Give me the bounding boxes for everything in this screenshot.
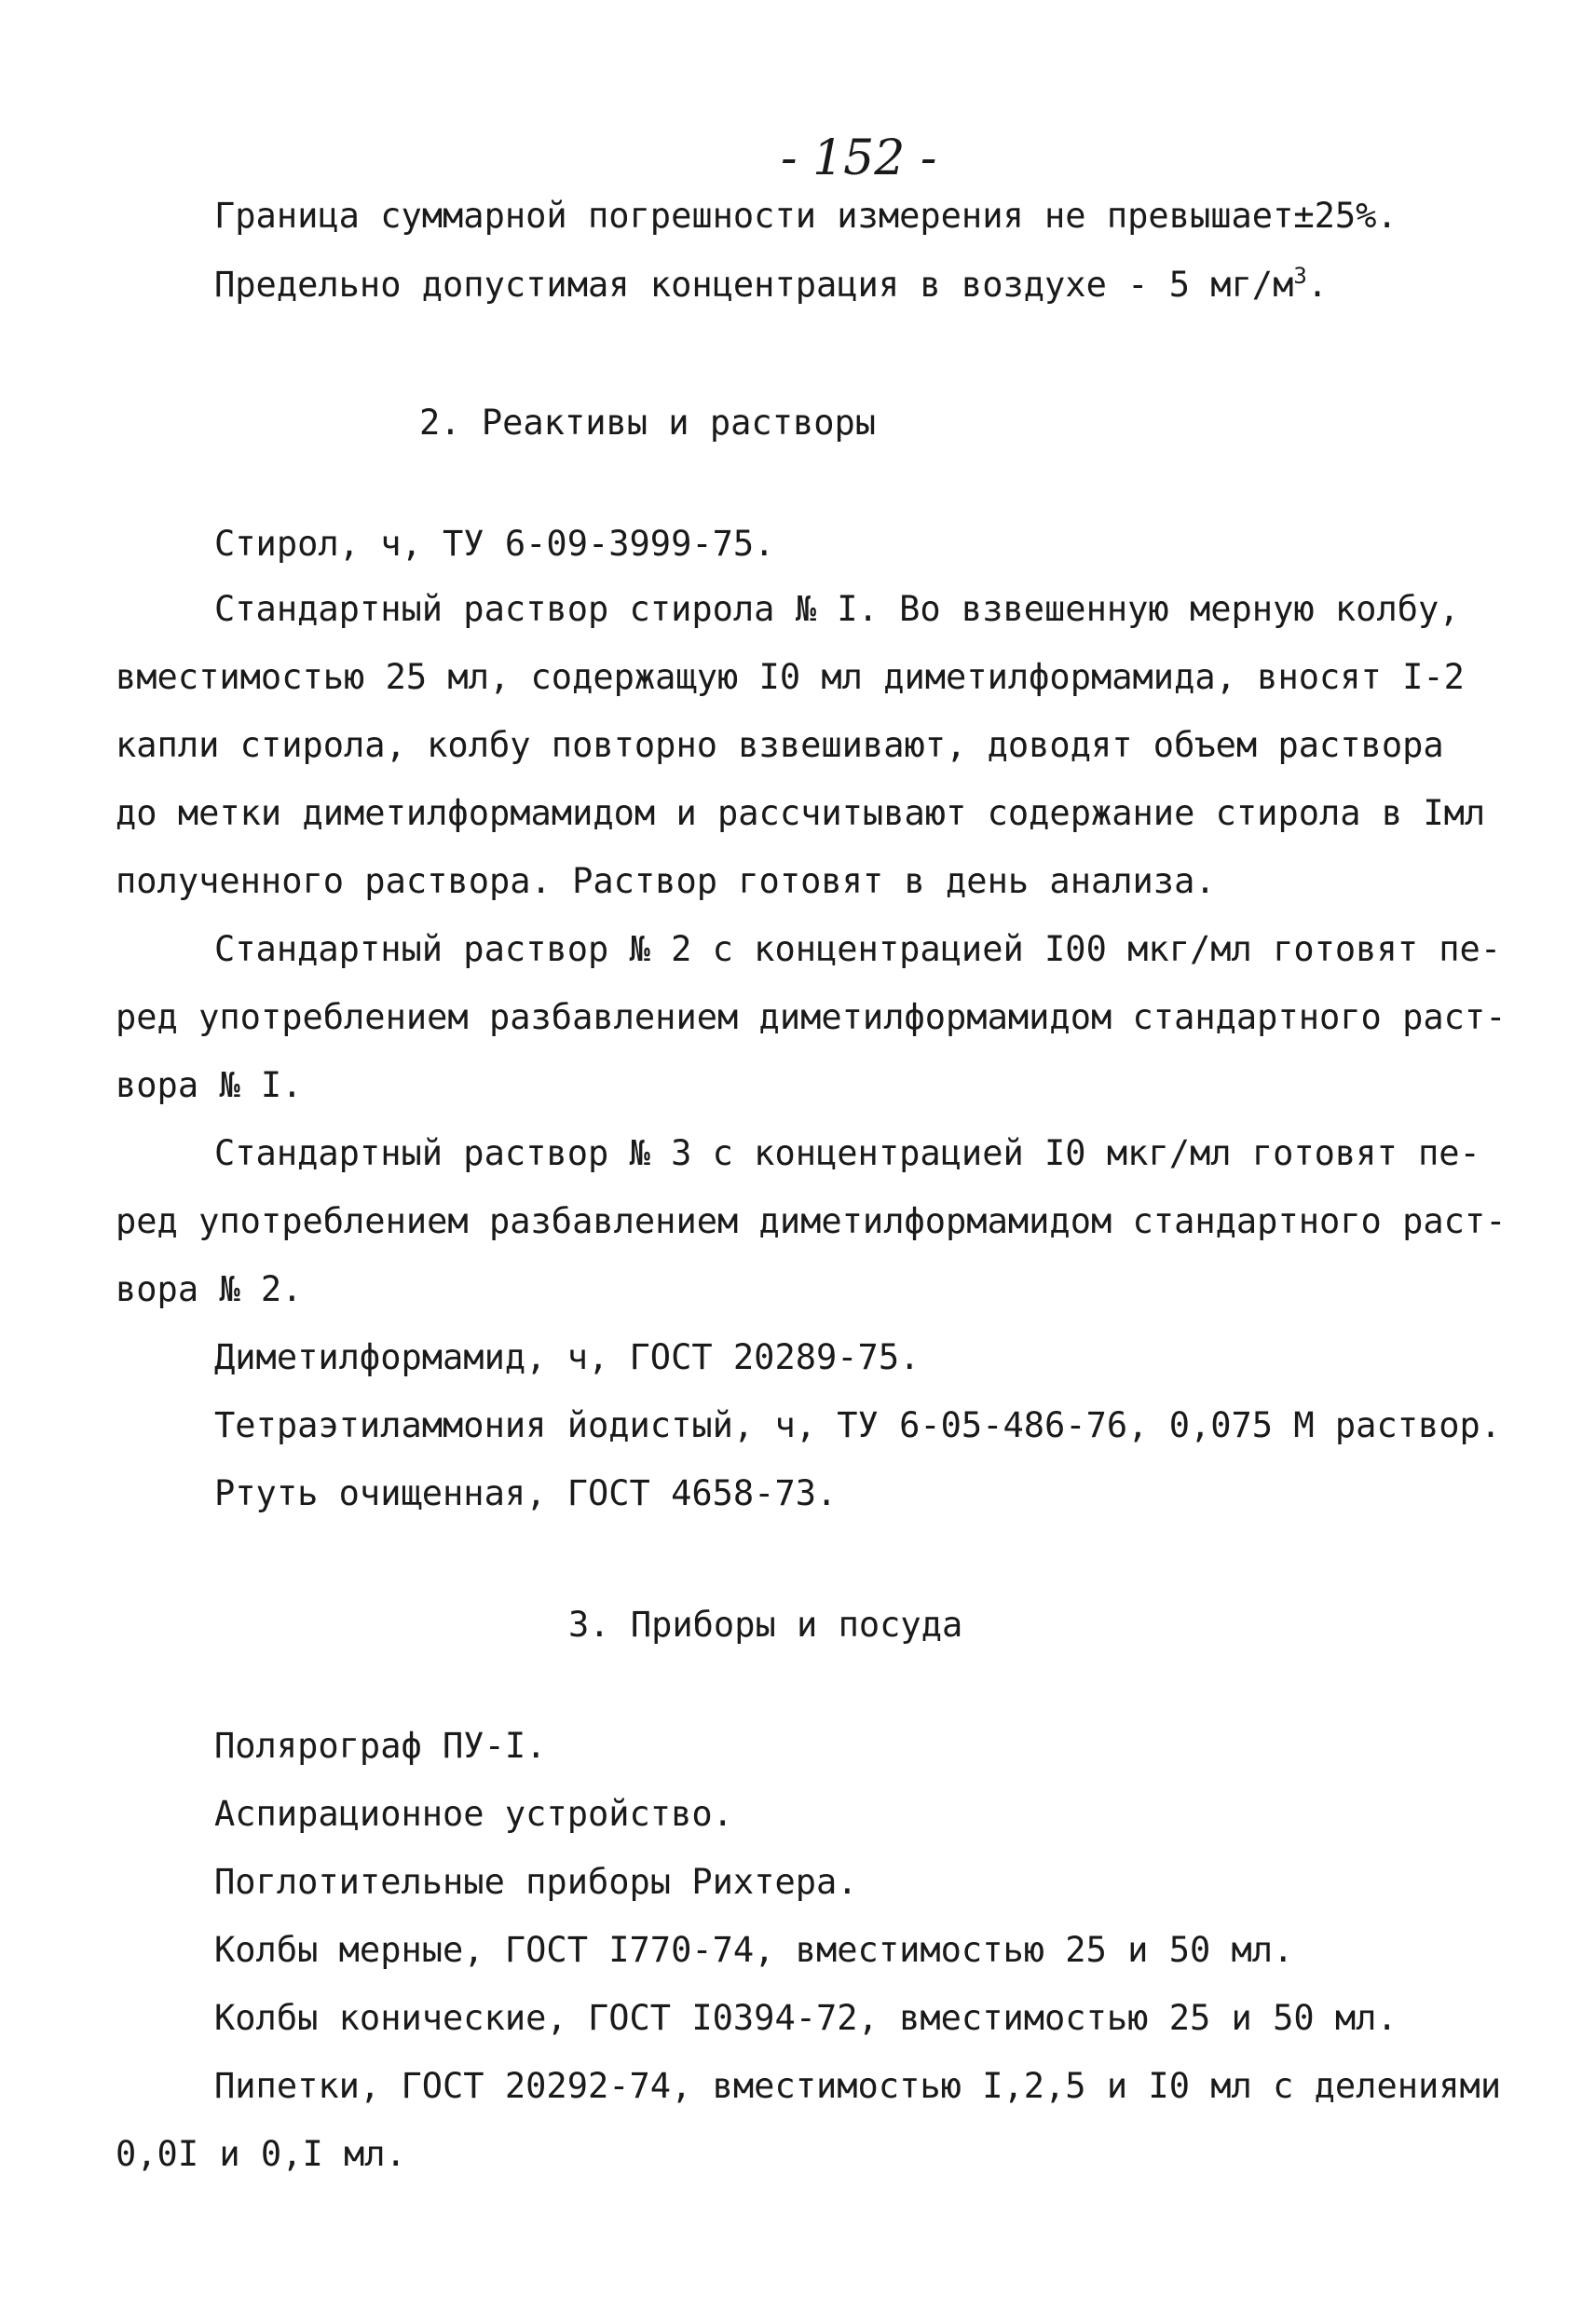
std3-line-1: Стандартный раствор № 3 с концентрацией I0 мкг/мл готовят пе- <box>214 1133 1480 1173</box>
equipment-item: Поглотительные приборы Рихтера. <box>214 1862 858 1902</box>
std1-line-1: Стандартный раствор стирола № I. Во взвешенную мерную колбу, <box>214 589 1460 629</box>
mac-superscript: 3 <box>1293 263 1307 289</box>
std1-line-2: вместимостью 25 мл, содержащую I0 мл диметилформамида, вносят I-2 <box>116 657 1465 697</box>
std3-line-2: ред употреблением разбавлением диметилформамидом стандартного раст- <box>116 1201 1507 1241</box>
pipettes-line-1: Пипетки, ГОСТ 20292-74, вместимостью I,2,5 и I0 мл с делениями <box>214 2066 1502 2106</box>
page-number: - 152 - <box>781 130 937 186</box>
section-3-heading: 3. Приборы и посуда <box>568 1605 963 1645</box>
equipment-item: Колбы мерные, ГОСТ I770-74, вместимостью 25 и 50 мл. <box>214 1930 1294 1970</box>
section-2-heading: 2. Реактивы и растворы <box>419 403 877 443</box>
equipment-item: Полярограф ПУ-I. <box>214 1726 547 1766</box>
dmf-line: Диметилформамид, ч, ГОСТ 20289-75. <box>214 1337 921 1377</box>
std1-line-3: капли стирола, колбу повторно взвешивают, доводят объем раствора <box>116 725 1444 765</box>
error-limit-line: Граница суммарной погрешности измерения не превышает±25%. <box>214 196 1398 236</box>
mac-line <box>214 263 1328 308</box>
mac-text: Предельно допустимая концентрация в воздухе - 5 мг/м <box>214 265 1294 305</box>
pipettes-line-2: 0,0I и 0,I мл. <box>116 2134 406 2174</box>
std1-line-4: до метки диметилформамидом и рассчитывают содержание стирола в Iмл <box>116 793 1486 833</box>
equipment-item: Аспирационное устройство. <box>214 1794 733 1834</box>
std2-line-3: вора № I. <box>116 1065 303 1105</box>
equipment-item: Колбы конические, ГОСТ I0394-72, вместимостью 25 и 50 мл. <box>214 1998 1398 2038</box>
std2-line-1: Стандартный раствор № 2 с концентрацией I00 мкг/мл готовят пе- <box>214 929 1502 969</box>
teai-line: Тетраэтиламмония йодистый, ч, ТУ 6-05-486-76, 0,075 М раствор. <box>214 1405 1502 1445</box>
std1-line-5: полученного раствора. Раствор готовят в день анализа. <box>116 861 1216 901</box>
mac-period: . <box>1306 265 1329 305</box>
mercury-line: Ртуть очищенная, ГОСТ 4658-73. <box>214 1473 838 1513</box>
std3-line-3: вора № 2. <box>116 1269 303 1309</box>
std2-line-2: ред употреблением разбавлением диметилформамидом стандартного раст- <box>116 997 1507 1037</box>
styrene-line: Стирол, ч, ТУ 6-09-3999-75. <box>214 524 775 564</box>
